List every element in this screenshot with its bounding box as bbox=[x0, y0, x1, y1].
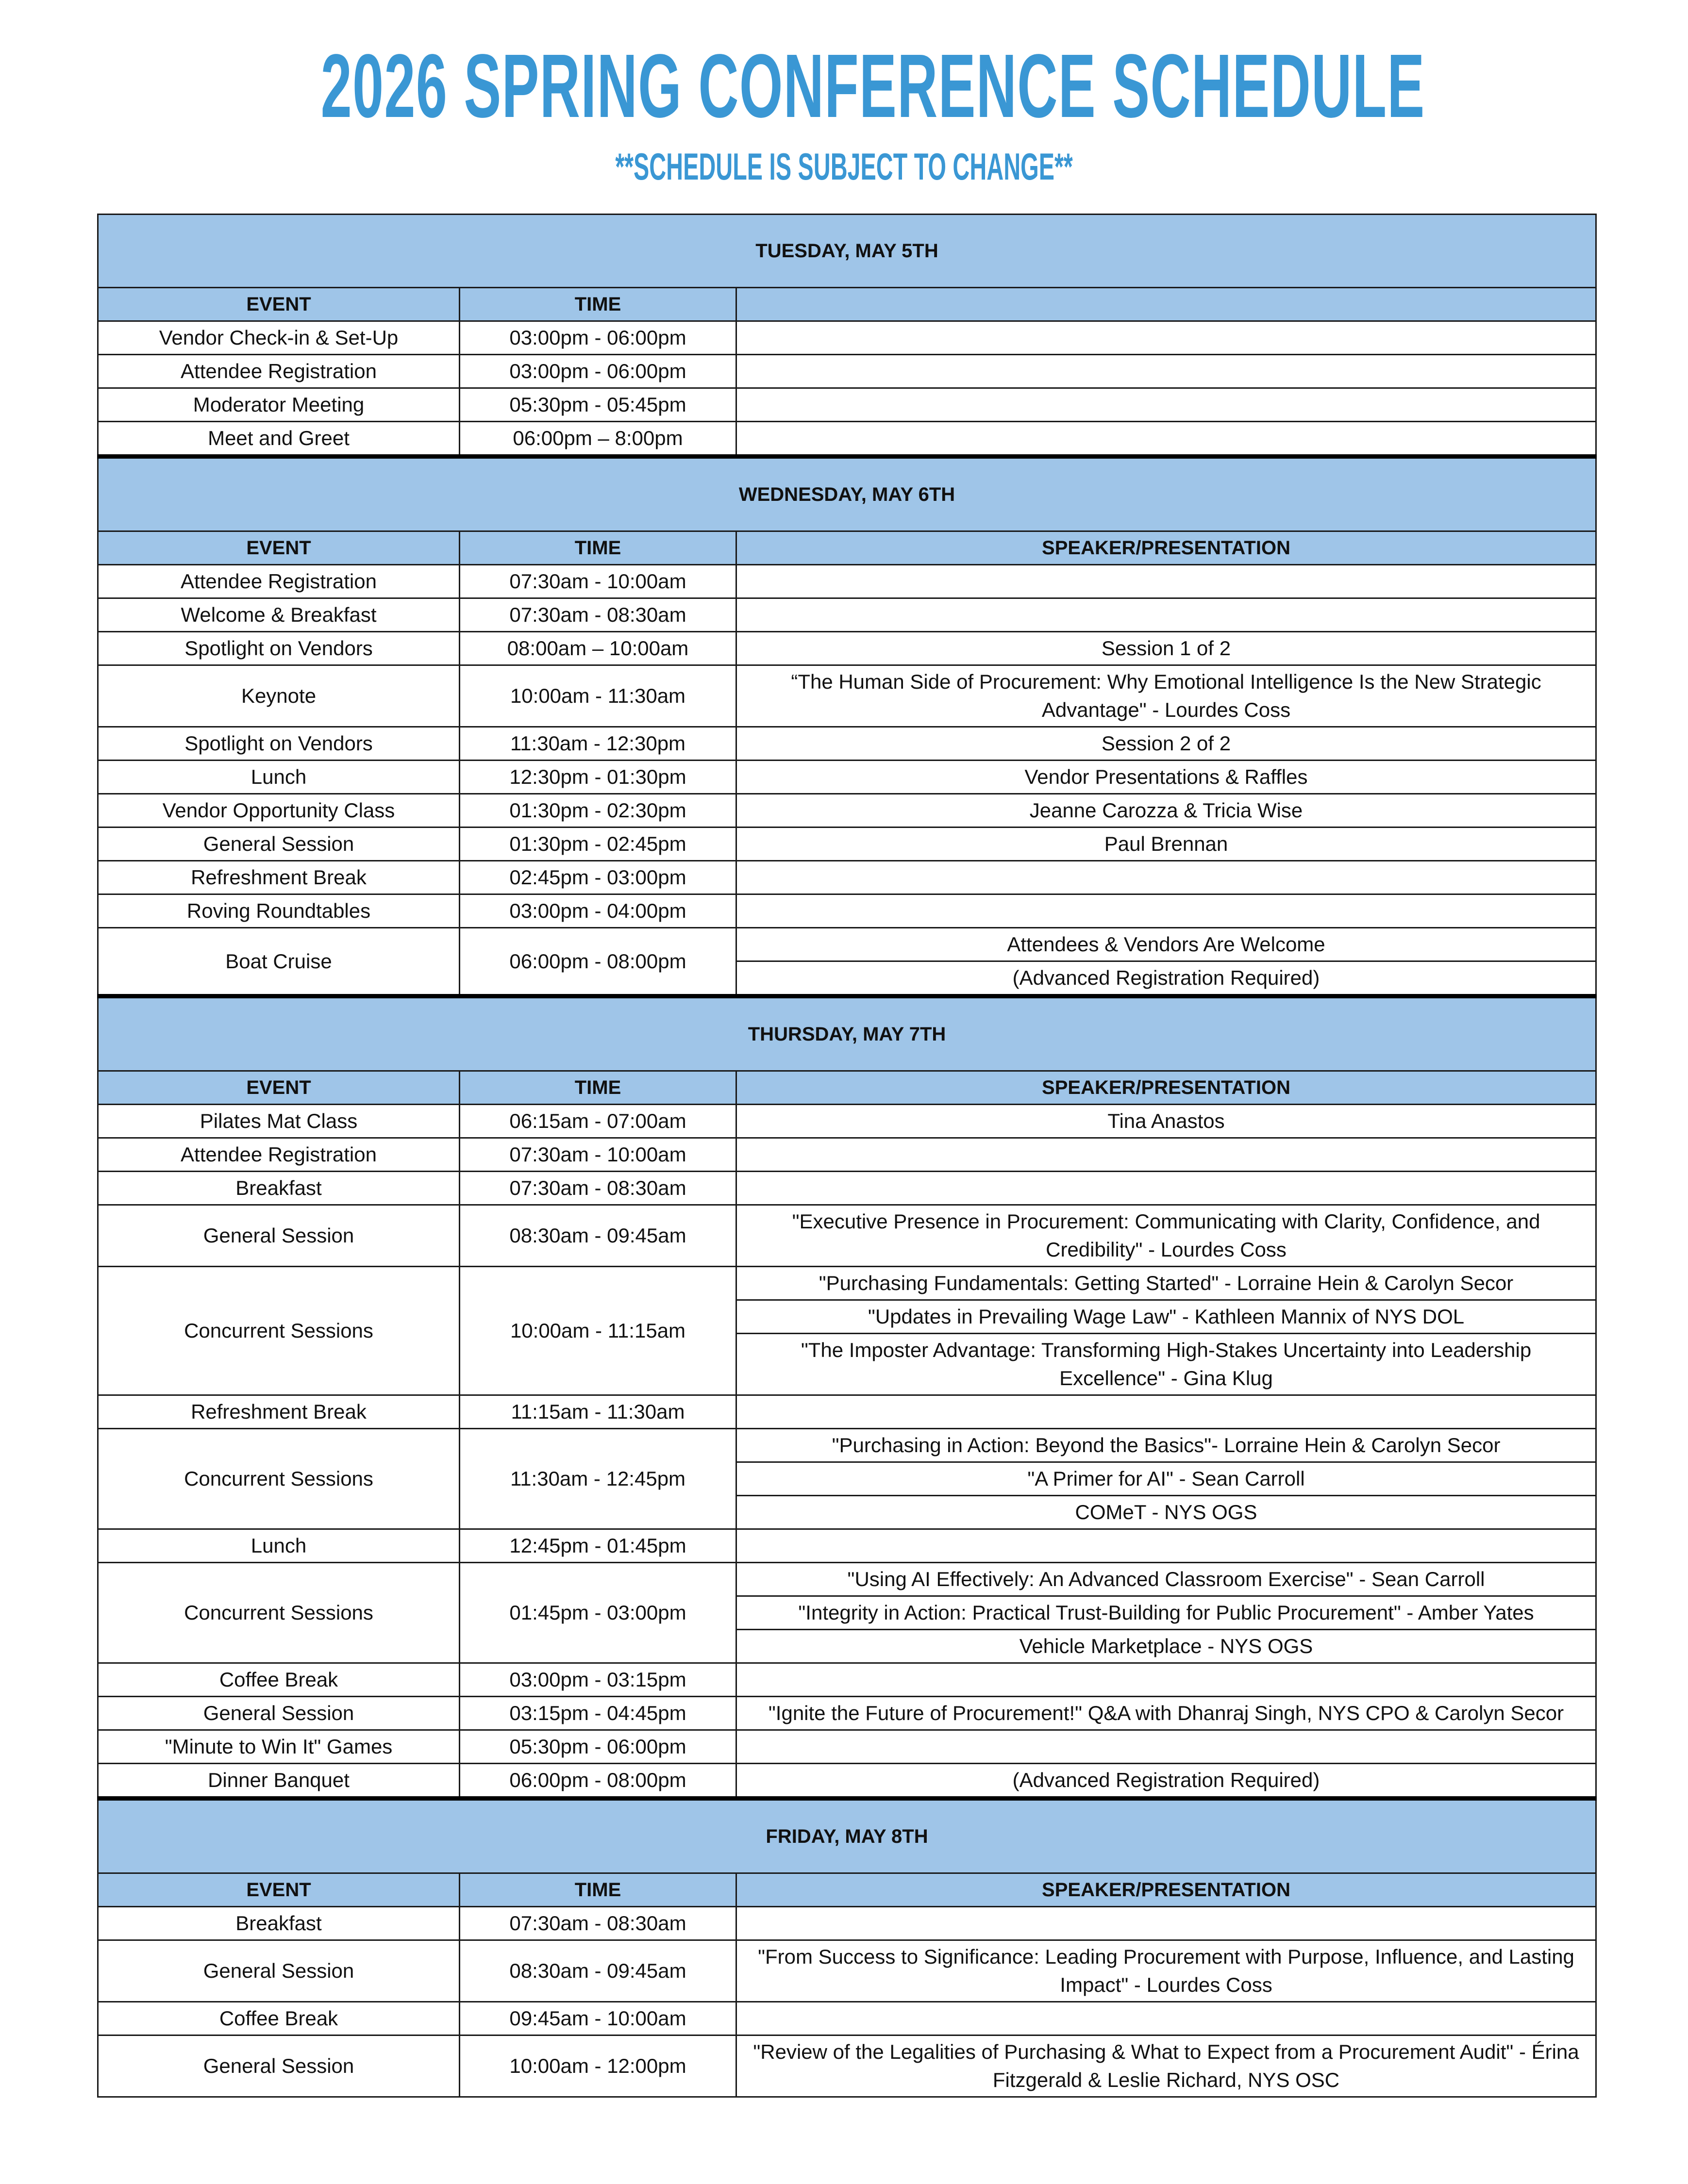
time-column-header: TIME bbox=[460, 531, 736, 565]
speaker-cell bbox=[736, 1395, 1596, 1429]
time-cell: 10:00am - 11:30am bbox=[460, 665, 736, 727]
event-cell: Spotlight on Vendors bbox=[98, 632, 460, 665]
event-cell: Concurrent Sessions bbox=[98, 1267, 460, 1395]
time-cell: 10:00am - 12:00pm bbox=[460, 2035, 736, 2097]
speaker-cell: Paul Brennan bbox=[736, 827, 1596, 861]
event-cell: Keynote bbox=[98, 665, 460, 727]
time-cell: 08:00am – 10:00am bbox=[460, 632, 736, 665]
event-cell: Attendee Registration bbox=[98, 1138, 460, 1172]
column-header-row bbox=[98, 288, 1596, 321]
event-cell: Concurrent Sessions bbox=[98, 1429, 460, 1529]
page-subtitle: **SCHEDULE IS SUBJECT TO CHANGE** bbox=[615, 145, 1073, 188]
table-row bbox=[98, 565, 1596, 598]
event-cell: Lunch bbox=[98, 761, 460, 794]
event-cell: General Session bbox=[98, 827, 460, 861]
event-cell: Coffee Break bbox=[98, 2002, 460, 2035]
speaker-cell bbox=[736, 2002, 1596, 2035]
table-row bbox=[98, 355, 1596, 388]
event-cell: Spotlight on Vendors bbox=[98, 727, 460, 761]
table-row bbox=[98, 1395, 1596, 1429]
time-cell: 01:45pm - 03:00pm bbox=[460, 1563, 736, 1663]
table-row bbox=[98, 388, 1596, 422]
table-row bbox=[98, 727, 1596, 761]
speaker-cell: Vehicle Marketplace - NYS OGS bbox=[736, 1630, 1596, 1663]
time-cell: 05:30pm - 06:00pm bbox=[460, 1730, 736, 1764]
speaker-cell: Tina Anastos bbox=[736, 1105, 1596, 1138]
speaker-cell: "Purchasing Fundamentals: Getting Started" - Lorraine Hein & Carolyn Secor bbox=[736, 1267, 1596, 1300]
table-row bbox=[98, 1138, 1596, 1172]
event-cell: Vendor Opportunity Class bbox=[98, 794, 460, 827]
time-cell: 12:45pm - 01:45pm bbox=[460, 1529, 736, 1563]
speaker-cell: "Integrity in Action: Practical Trust-Building for Public Procurement" - Amber Yates bbox=[736, 1596, 1596, 1630]
speaker-column-header: SPEAKER/PRESENTATION bbox=[736, 1873, 1596, 1907]
time-cell: 11:30am - 12:30pm bbox=[460, 727, 736, 761]
time-cell: 08:30am - 09:45am bbox=[460, 1205, 736, 1267]
event-cell: General Session bbox=[98, 2035, 460, 2097]
speaker-cell: "A Primer for AI" - Sean Carroll bbox=[736, 1462, 1596, 1496]
speaker-cell bbox=[736, 321, 1596, 355]
event-cell: Attendee Registration bbox=[98, 355, 460, 388]
speaker-cell: "Ignite the Future of Procurement!" Q&A with Dhanraj Singh, NYS CPO & Carolyn Secor bbox=[736, 1697, 1596, 1730]
table-row bbox=[98, 794, 1596, 827]
event-column-header: EVENT bbox=[98, 288, 460, 321]
time-cell: 08:30am - 09:45am bbox=[460, 1940, 736, 2002]
time-cell: 03:00pm - 06:00pm bbox=[460, 355, 736, 388]
event-cell: General Session bbox=[98, 1940, 460, 2002]
speaker-cell: "Using AI Effectively: An Advanced Classroom Exercise" - Sean Carroll bbox=[736, 1563, 1596, 1596]
event-cell: Welcome & Breakfast bbox=[98, 598, 460, 632]
time-cell: 12:30pm - 01:30pm bbox=[460, 761, 736, 794]
speaker-cell bbox=[736, 1730, 1596, 1764]
time-cell: 01:30pm - 02:45pm bbox=[460, 827, 736, 861]
table-row bbox=[98, 1105, 1596, 1138]
speaker-cell bbox=[736, 422, 1596, 457]
time-column-header: TIME bbox=[460, 1873, 736, 1907]
table-row bbox=[98, 861, 1596, 894]
day-header-wednesday bbox=[98, 457, 1596, 531]
time-cell: 05:30pm - 05:45pm bbox=[460, 388, 736, 422]
event-cell: Meet and Greet bbox=[98, 422, 460, 457]
time-column-header: TIME bbox=[460, 1071, 736, 1105]
table-row bbox=[98, 422, 1596, 457]
speaker-cell: "From Success to Significance: Leading Procurement with Purpose, Influence, and Lasting Impact" - Lourdes Coss bbox=[736, 1940, 1596, 2002]
event-cell: Lunch bbox=[98, 1529, 460, 1563]
table-row bbox=[98, 1907, 1596, 1940]
table-row bbox=[98, 1940, 1596, 2002]
event-cell: Roving Roundtables bbox=[98, 894, 460, 928]
event-cell: General Session bbox=[98, 1205, 460, 1267]
speaker-cell: (Advanced Registration Required) bbox=[736, 1764, 1596, 1799]
day-header-friday bbox=[98, 1799, 1596, 1873]
column-header-row bbox=[98, 1071, 1596, 1105]
event-cell: Dinner Banquet bbox=[98, 1764, 460, 1799]
time-cell: 03:00pm - 03:15pm bbox=[460, 1663, 736, 1697]
table-row bbox=[98, 665, 1596, 727]
time-cell: 06:15am - 07:00am bbox=[460, 1105, 736, 1138]
speaker-cell bbox=[736, 1172, 1596, 1205]
table-row bbox=[98, 1697, 1596, 1730]
event-cell: Breakfast bbox=[98, 1172, 460, 1205]
speaker-column-header bbox=[736, 288, 1596, 321]
time-cell: 06:00pm - 08:00pm bbox=[460, 928, 736, 996]
speaker-cell bbox=[736, 598, 1596, 632]
day-label: FRIDAY, MAY 8TH bbox=[98, 1799, 1596, 1873]
speaker-cell bbox=[736, 861, 1596, 894]
speaker-cell: Session 1 of 2 bbox=[736, 632, 1596, 665]
speaker-column-header: SPEAKER/PRESENTATION bbox=[736, 1071, 1596, 1105]
table-row bbox=[98, 2002, 1596, 2035]
speaker-cell: “The Human Side of Procurement: Why Emotional Intelligence Is the New Strategic Advantage" - Lourdes Coss bbox=[736, 665, 1596, 727]
event-column-header: EVENT bbox=[98, 531, 460, 565]
event-cell: Pilates Mat Class bbox=[98, 1105, 460, 1138]
event-cell: Coffee Break bbox=[98, 1663, 460, 1697]
column-header-row bbox=[98, 531, 1596, 565]
speaker-cell: Attendees & Vendors Are Welcome bbox=[736, 928, 1596, 961]
table-row bbox=[98, 321, 1596, 355]
day-header-thursday bbox=[98, 996, 1596, 1071]
event-cell: Refreshment Break bbox=[98, 861, 460, 894]
schedule-table bbox=[97, 214, 1597, 2098]
table-row bbox=[98, 928, 1596, 961]
table-row bbox=[98, 2035, 1596, 2097]
time-cell: 01:30pm - 02:30pm bbox=[460, 794, 736, 827]
table-row bbox=[98, 1172, 1596, 1205]
speaker-cell bbox=[736, 388, 1596, 422]
event-cell: Refreshment Break bbox=[98, 1395, 460, 1429]
event-cell: Vendor Check-in & Set-Up bbox=[98, 321, 460, 355]
time-cell: 10:00am - 11:15am bbox=[460, 1267, 736, 1395]
page-title: 2026 SPRING CONFERENCE SCHEDULE bbox=[320, 36, 1425, 136]
day-label: TUESDAY, MAY 5TH bbox=[98, 215, 1596, 288]
speaker-cell: Jeanne Carozza & Tricia Wise bbox=[736, 794, 1596, 827]
time-cell: 07:30am - 08:30am bbox=[460, 1907, 736, 1940]
table-row bbox=[98, 1205, 1596, 1267]
table-row bbox=[98, 1764, 1596, 1799]
day-header-tuesday bbox=[98, 215, 1596, 288]
column-header-row bbox=[98, 1873, 1596, 1907]
event-column-header: EVENT bbox=[98, 1873, 460, 1907]
time-cell: 06:00pm – 8:00pm bbox=[460, 422, 736, 457]
event-cell: Concurrent Sessions bbox=[98, 1563, 460, 1663]
event-cell: Moderator Meeting bbox=[98, 388, 460, 422]
table-row bbox=[98, 1529, 1596, 1563]
day-label: WEDNESDAY, MAY 6TH bbox=[98, 457, 1596, 531]
time-cell: 07:30am - 08:30am bbox=[460, 598, 736, 632]
time-cell: 11:30am - 12:45pm bbox=[460, 1429, 736, 1529]
speaker-cell: "The Imposter Advantage: Transforming High-Stakes Uncertainty into Leadership Excellence" - Gina Klug bbox=[736, 1334, 1596, 1395]
speaker-cell: "Review of the Legalities of Purchasing & What to Expect from a Procurement Audit" - Érina Fitzgerald & Leslie Richard, NYS OSC bbox=[736, 2035, 1596, 2097]
speaker-cell: Vendor Presentations & Raffles bbox=[736, 761, 1596, 794]
event-cell: Attendee Registration bbox=[98, 565, 460, 598]
table-row bbox=[98, 632, 1596, 665]
speaker-cell bbox=[736, 1138, 1596, 1172]
speaker-column-header: SPEAKER/PRESENTATION bbox=[736, 531, 1596, 565]
time-cell: 07:30am - 08:30am bbox=[460, 1172, 736, 1205]
time-cell: 07:30am - 10:00am bbox=[460, 1138, 736, 1172]
time-cell: 07:30am - 10:00am bbox=[460, 565, 736, 598]
speaker-cell bbox=[736, 1529, 1596, 1563]
table-row bbox=[98, 1267, 1596, 1300]
speaker-cell bbox=[736, 1907, 1596, 1940]
speaker-cell: COMeT - NYS OGS bbox=[736, 1496, 1596, 1529]
table-row bbox=[98, 1730, 1596, 1764]
table-row bbox=[98, 894, 1596, 928]
event-cell: General Session bbox=[98, 1697, 460, 1730]
table-row bbox=[98, 1429, 1596, 1462]
table-row bbox=[98, 598, 1596, 632]
time-cell: 03:00pm - 04:00pm bbox=[460, 894, 736, 928]
event-cell: Breakfast bbox=[98, 1907, 460, 1940]
speaker-cell bbox=[736, 565, 1596, 598]
time-cell: 02:45pm - 03:00pm bbox=[460, 861, 736, 894]
speaker-cell: Session 2 of 2 bbox=[736, 727, 1596, 761]
time-cell: 09:45am - 10:00am bbox=[460, 2002, 736, 2035]
speaker-cell bbox=[736, 355, 1596, 388]
table-row bbox=[98, 1663, 1596, 1697]
table-row bbox=[98, 1563, 1596, 1596]
time-cell: 06:00pm - 08:00pm bbox=[460, 1764, 736, 1799]
speaker-cell: "Updates in Prevailing Wage Law" - Kathleen Mannix of NYS DOL bbox=[736, 1300, 1596, 1334]
table-row bbox=[98, 761, 1596, 794]
time-column-header: TIME bbox=[460, 288, 736, 321]
time-cell: 03:15pm - 04:45pm bbox=[460, 1697, 736, 1730]
event-cell: "Minute to Win It" Games bbox=[98, 1730, 460, 1764]
event-cell: Boat Cruise bbox=[98, 928, 460, 996]
speaker-cell bbox=[736, 894, 1596, 928]
time-cell: 11:15am - 11:30am bbox=[460, 1395, 736, 1429]
time-cell: 03:00pm - 06:00pm bbox=[460, 321, 736, 355]
day-label: THURSDAY, MAY 7TH bbox=[98, 996, 1596, 1071]
table-row bbox=[98, 827, 1596, 861]
speaker-cell bbox=[736, 1663, 1596, 1697]
speaker-cell: "Executive Presence in Procurement: Communicating with Clarity, Confidence, and Credibility" - Lourdes Coss bbox=[736, 1205, 1596, 1267]
event-column-header: EVENT bbox=[98, 1071, 460, 1105]
speaker-cell: "Purchasing in Action: Beyond the Basics"- Lorraine Hein & Carolyn Secor bbox=[736, 1429, 1596, 1462]
speaker-cell: (Advanced Registration Required) bbox=[736, 961, 1596, 996]
